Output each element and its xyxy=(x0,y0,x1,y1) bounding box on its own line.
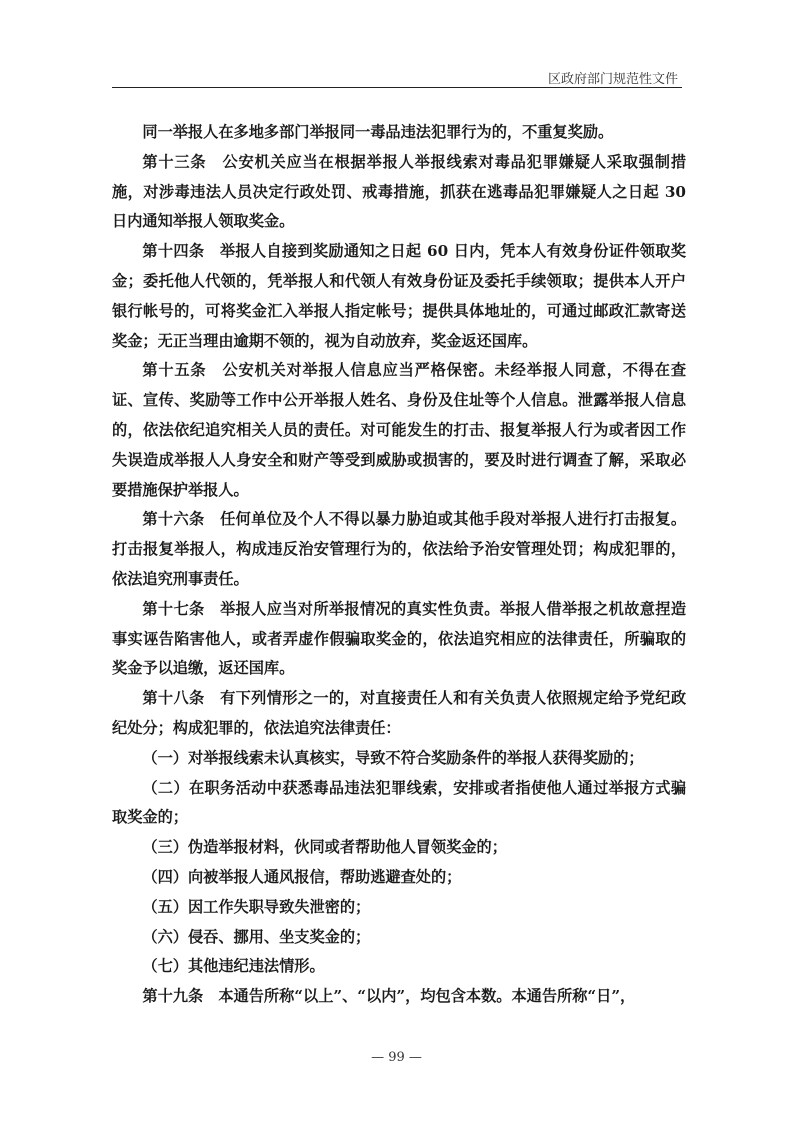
header-title: 区政府部门规范性文件 xyxy=(547,72,678,87)
page-header xyxy=(112,62,682,88)
article-18: 第十八条 有下列情形之一的，对直接责任人和有关负责人依照规定给予党纪政纪处分；构成犯罪的，依法追究法律责任： xyxy=(112,689,686,737)
article-17: 第十七条 举报人应当对所举报情况的真实性负责。举报人借举报之机故意捏造事实诬告陷害他人，或者弄虚作假骗取奖金的，依法追究相应的法律责任，所骗取的奖金予以追缴，返还国库。 xyxy=(112,599,686,678)
header-rule xyxy=(112,87,682,88)
document-body xyxy=(112,118,686,1012)
article-18-item-5: （五）因工作失职导致失泄密的； xyxy=(142,897,371,916)
paragraph-continuation: 同一举报人在多地多部门举报同一毒品违法犯罪行为的，不重复奖励。 xyxy=(142,123,614,141)
article-18-item-4: （四）向被举报人通风报信，帮助逃避查处的； xyxy=(142,867,462,886)
article-19: 第十九条 本通告所称“以上”、“以内”，均包含本数。本通告所称“日”， xyxy=(142,987,636,1006)
article-15: 第十五条 公安机关对举报人信息应当严格保密。未经举报人同意，不得在查证、宣传、奖励等工作中公开举报人姓名、身份及住址等个人信息。泄露举报人信息的，依法依纪追究相关人员的责任。对可能发生的打击、报复举报人行为或者因工作失误造成举报人人身安全和财产等受到威胁或损害的，要及时进行调查了解，采取必要措施保护举报人。 xyxy=(112,361,686,499)
article-18-item-7: （七）其他违纪违法情形。 xyxy=(142,957,325,976)
article-14: 第十四条 举报人自接到奖励通知之日起 60 日内，凭本人有效身份证件领取奖金；委托他人代领的，凭举报人和代领人有效身份证及委托手续领取；提供本人开户银行帐号的，可将奖金汇入举报人指定帐号；提供具体地址的，可通过邮政汇款寄送奖金；无正当理由逾期不领的，视为自动放弃，奖金返还国库。 xyxy=(112,242,686,350)
article-18-item-6: （六）侵吞、挪用、坐支奖金的； xyxy=(142,927,371,946)
article-18-item-3: （三）伪造举报材料，伙同或者帮助他人冒领奖金的； xyxy=(142,838,507,857)
article-13: 第十三条 公安机关应当在根据举报人举报线索对毒品犯罪嫌疑人采取强制措施，对涉毒违法人员决定行政处罚、戒毒措施，抓获在逃毒品犯罪嫌疑人之日起 30 日内通知举报人领取奖金。 xyxy=(112,152,686,231)
article-16: 第十六条 任何单位及个人不得以暴力胁迫或其他手段对举报人进行打击报复。打击报复举报人，构成违反治安管理行为的，依法给予治安管理处罚；构成犯罪的，依法追究刑事责任。 xyxy=(112,510,686,588)
page-number: — 99 — xyxy=(371,1050,422,1065)
article-18-item-1: （一）对举报线索未认真核实，导致不符合奖励条件的举报人获得奖励的； xyxy=(142,748,644,767)
article-18-item-2: （二）在职务活动中获悉毒品违法犯罪线索，安排或者指使他人通过举报方式骗取奖金的； xyxy=(112,778,686,827)
